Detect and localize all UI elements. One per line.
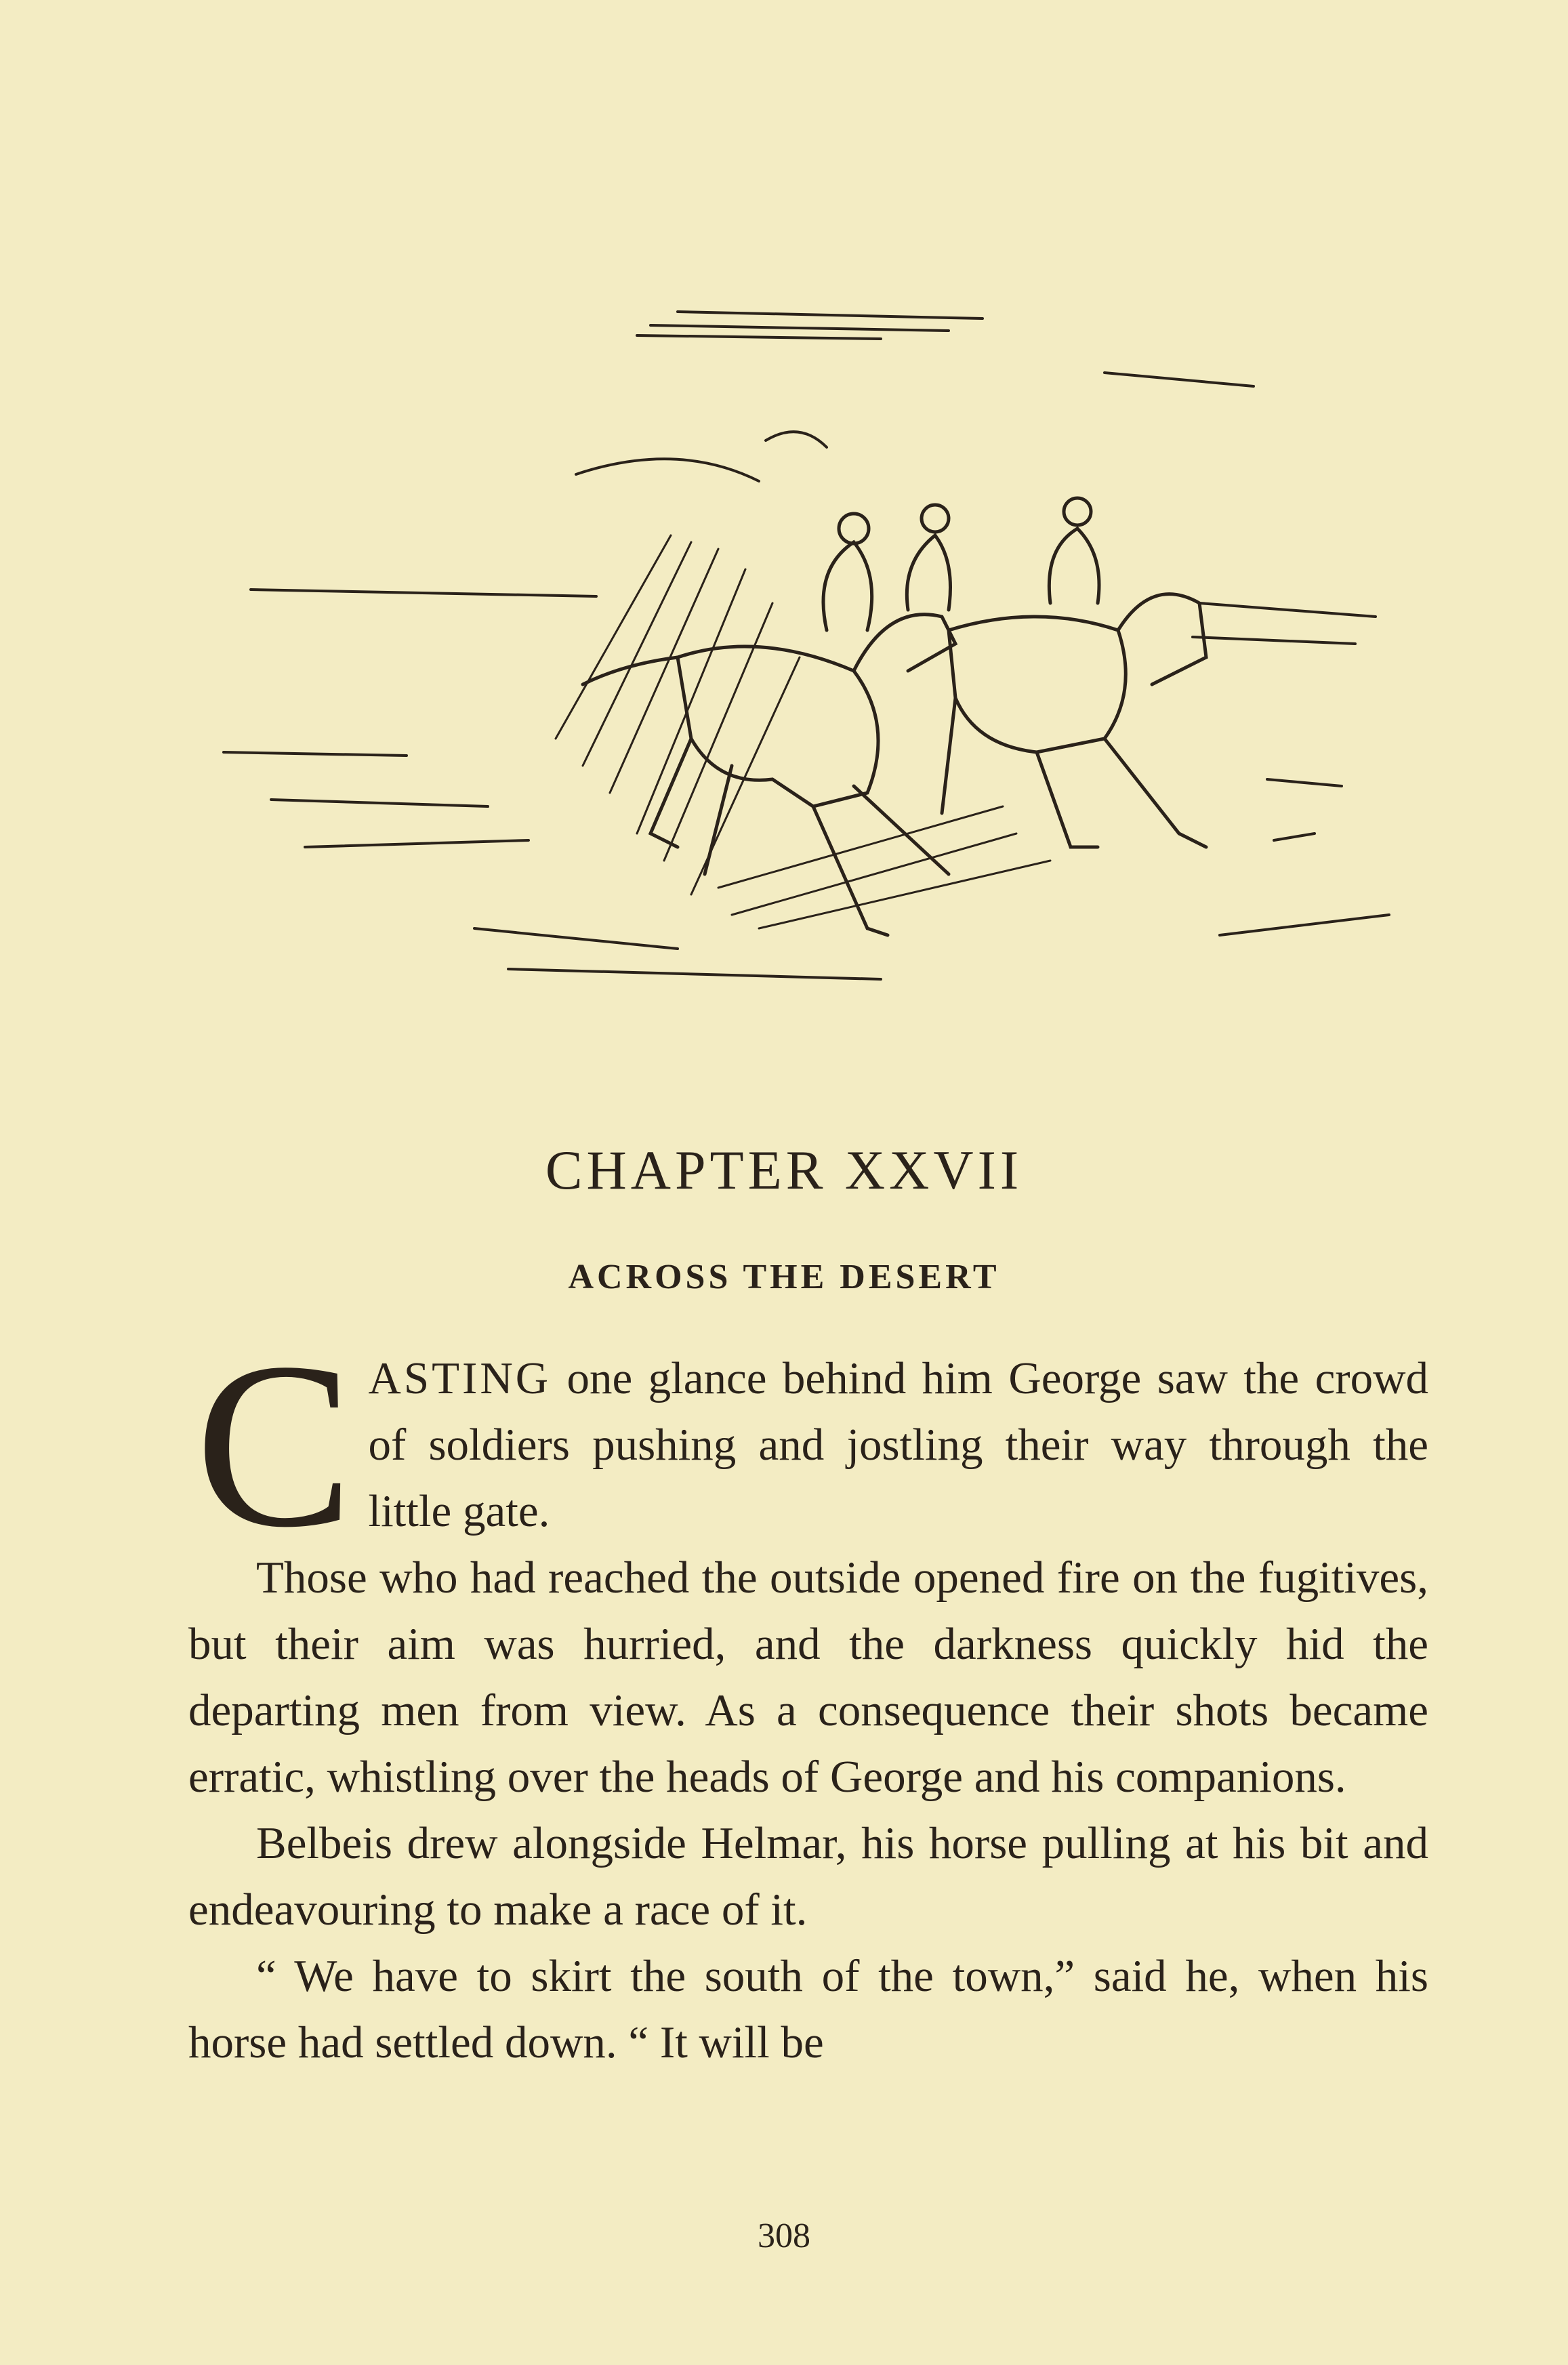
paragraph-1 <box>188 1313 1428 1576</box>
page-number: 308 <box>758 2217 810 2255</box>
paragraph-3: Belbeis drew alongside Helmar, his horse pulling at his bit and endeavouring to make a race of it. <box>188 1818 1428 1935</box>
chapter-title: CHAPTER XXVII <box>545 1139 1023 1201</box>
drop-cap: C <box>195 1313 354 1576</box>
chapter-subtitle: ACROSS THE DESERT <box>568 1258 1000 1296</box>
paragraph-1-text: one glance behind him George saw the crowd of soldiers pushing and jostling their way through the little gate. <box>368 1353 1428 1536</box>
first-word: ASTING <box>368 1353 552 1403</box>
paragraph-2: Those who had reached the outside opened fire on the fugitives, but their aim was hurried, and the darkness quickly hid the departing men from view. As a consequence their shots became erratic, whistling over the heads of George and his companions. <box>188 1552 1428 1802</box>
horsemen-illustration-drawing <box>203 251 1396 1016</box>
horsemen-illustration <box>203 251 1396 1016</box>
body-text <box>188 1313 1428 2076</box>
paragraph-4: “ We have to skirt the south of the town,” said he, when his horse had settled down. “ It will be <box>188 1951 1428 2068</box>
